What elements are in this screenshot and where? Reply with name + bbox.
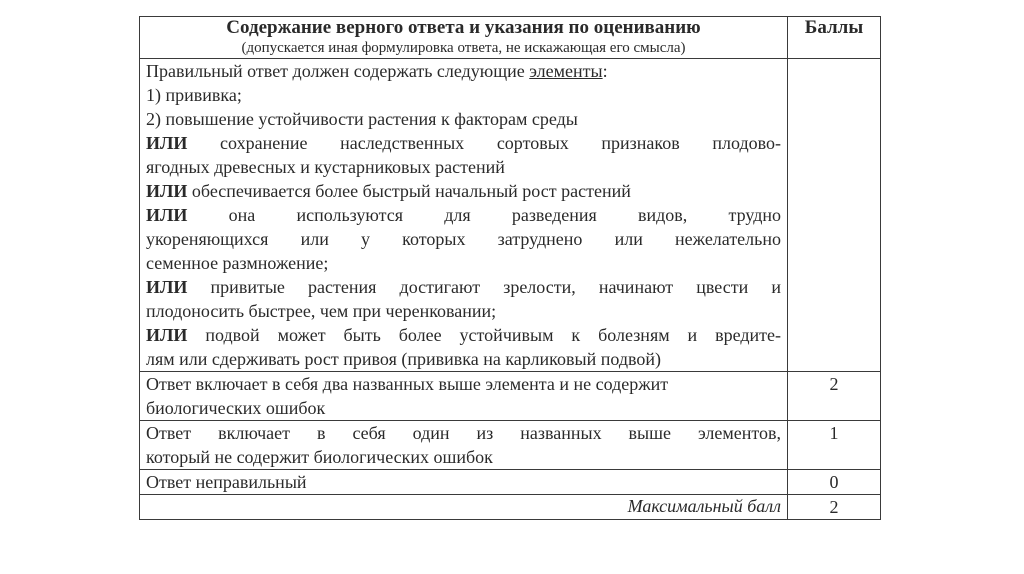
criterion-text-cell — [140, 372, 788, 421]
answer-score-cell — [788, 59, 881, 372]
max-score-label: Максимальный балл — [140, 495, 788, 520]
max-row — [140, 495, 881, 520]
alt5-line2: лям или сдерживать рост привоя (прививка на карликовый подвой) — [146, 349, 661, 369]
answer-element-2: 2) повышение устойчивости растения к факторам среды — [146, 109, 578, 129]
alt4-line1 — [146, 275, 781, 299]
criterion-text-cell — [140, 421, 788, 470]
alt3-line1 — [146, 203, 781, 227]
grading-table — [139, 16, 881, 520]
criterion-score: 0 — [788, 470, 881, 495]
answer-intro-underlined: элементы — [529, 61, 603, 81]
alt1-line2: ягодных древесных и кустарниковых растений — [146, 157, 505, 177]
header-row — [140, 17, 881, 59]
criterion-line1: Ответ включает в себя один из названных выше элементов, — [146, 423, 781, 443]
alt2-line1 — [146, 179, 781, 203]
answer-element-1: 1) прививка; — [146, 85, 242, 105]
or-word: ИЛИ — [146, 205, 188, 225]
alt4-line2: плодоносить быстрее, чем при черенковании; — [146, 301, 497, 321]
answer-intro-prefix: Правильный ответ должен содержать следующие — [146, 61, 530, 81]
criterion-line1: Ответ неправильный — [146, 472, 307, 492]
alt3-line1-text: она используются для разведения видов, трудно — [187, 205, 781, 225]
or-word: ИЛИ — [146, 277, 188, 297]
answer-intro — [146, 59, 781, 83]
header-content-title: Содержание верного ответа и указания по оцениванию — [226, 17, 701, 38]
criterion-score: 2 — [788, 372, 881, 421]
alt4-line1-text: привитые растения достигают зрелости, начинают цвести и — [187, 277, 781, 297]
alt3-line3: семенное размножение; — [146, 253, 329, 273]
criterion-line2: который не содержит биологических ошибок — [146, 447, 493, 467]
criterion-row — [140, 470, 881, 495]
answer-intro-suffix: : — [602, 61, 608, 81]
alt1-line1-text: сохранение наследственных сортовых признаков плодово- — [187, 133, 781, 153]
or-word: ИЛИ — [146, 181, 188, 201]
max-score-value: 2 — [788, 495, 881, 520]
answer-content-cell — [140, 59, 788, 372]
alt5-line1 — [146, 323, 781, 347]
criterion-line2: биологических ошибок — [146, 398, 326, 418]
header-content-subtitle: (допускается иная формулировка ответа, не искажающая его смысла) — [241, 40, 686, 56]
criterion-row — [140, 372, 881, 421]
header-score-cell: Баллы — [788, 17, 881, 59]
alt1-line1 — [146, 131, 781, 155]
alt2-line1-text: обеспечивается более быстрый начальный рост растений — [187, 181, 631, 201]
header-content-cell — [140, 17, 788, 59]
criterion-line1: Ответ включает в себя два названных выше элемента и не содержит — [146, 374, 669, 394]
criterion-score: 1 — [788, 421, 881, 470]
or-word: ИЛИ — [146, 325, 188, 345]
criterion-text-cell — [140, 470, 788, 495]
alt3-line2: укореняющихся или у которых затруднено или нежелательно — [146, 229, 781, 249]
or-word: ИЛИ — [146, 133, 188, 153]
alt5-line1-text: подвой может быть более устойчивым к болезням и вредите- — [187, 325, 781, 345]
criterion-row — [140, 421, 881, 470]
answer-row — [140, 59, 881, 372]
